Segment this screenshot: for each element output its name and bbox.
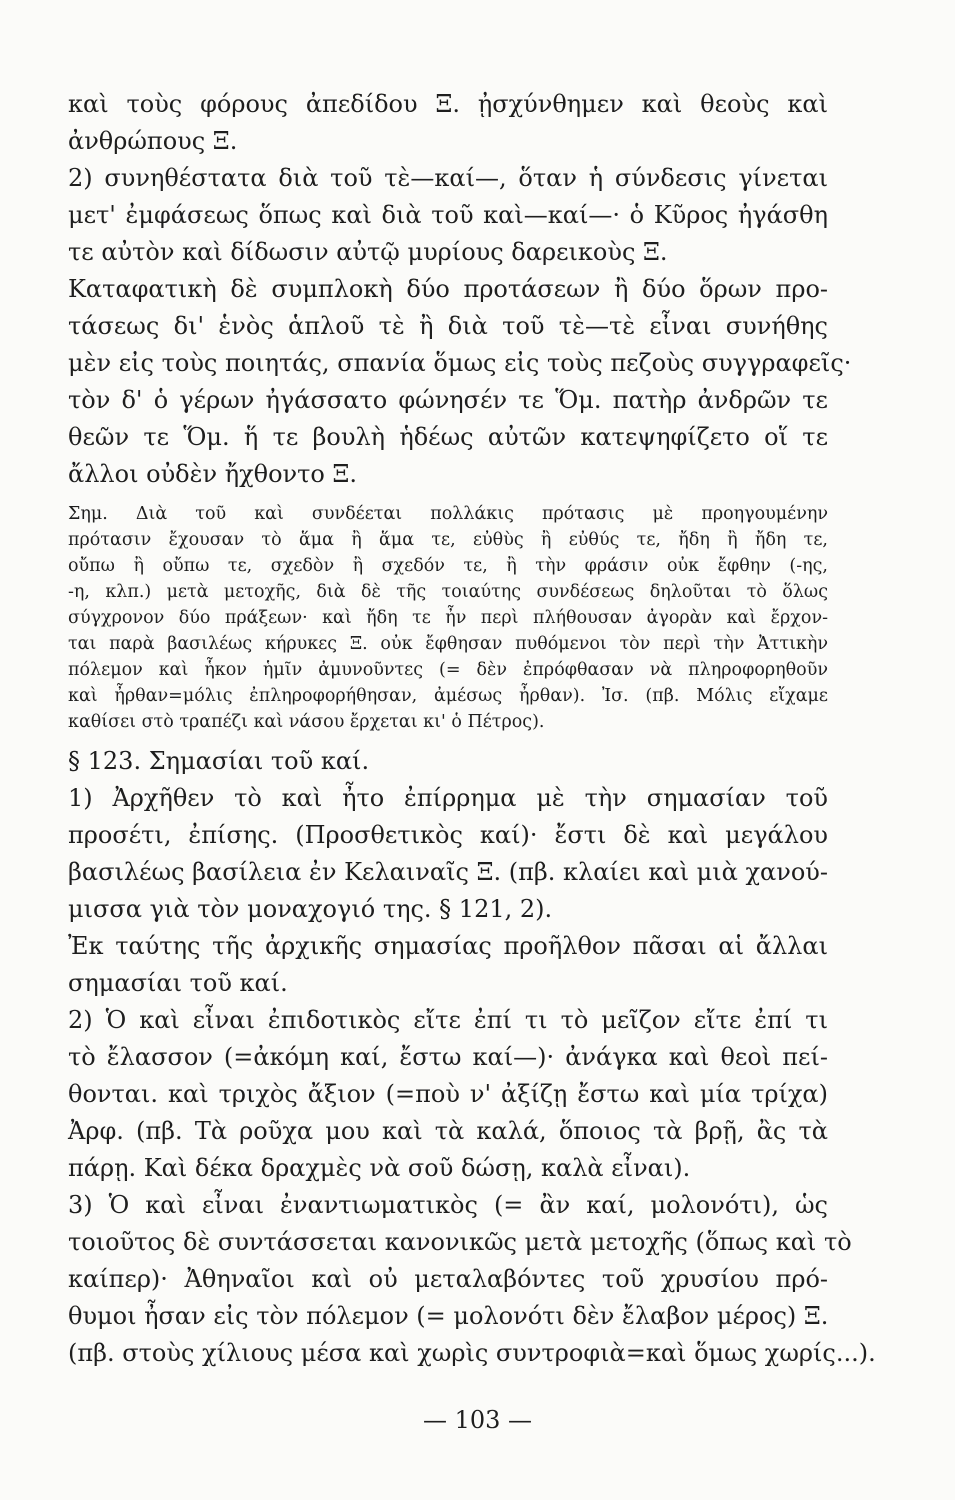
text-line: θυμοι ἦσαν εἰς τὸν πόλεμον (= μολονότι δὲν ἔλαβον μέρος) Ξ. <box>68 1302 829 1330</box>
paragraph-7 <box>68 1187 876 1372</box>
note-line: -η, κλπ.) μετὰ μετοχῆς, διὰ δὲ τῆς τοιαύτης συνδέσεως δηλοῦται τὸ ὅλως <box>68 582 828 602</box>
text-line: σημασίαι τοῦ καί. <box>68 969 288 997</box>
text-line: 2) Ὁ καὶ εἶναι ἐπιδοτικὸς εἴτε ἐπί τι τὸ μεῖζον εἴτε ἐπί τι <box>68 1006 828 1034</box>
text-line: 1) Ἀρχῆθεν τὸ καὶ ἦτο ἐπίρρημα μὲ τὴν σημασίαν τοῦ <box>68 784 828 812</box>
text-line: βασιλέως βασίλεια ἐν Κελαιναῖς Ξ. (πβ. κλαίει καὶ μιὰ χανού- <box>68 858 828 886</box>
note-block <box>68 501 828 735</box>
page-number: — 103 — <box>422 1406 533 1434</box>
text-line: Ἀρφ. (πβ. Τὰ ροῦχα μου καὶ τὰ καλά, ὅποιος τὰ βρῇ, ἂς τὰ <box>68 1117 828 1145</box>
text-line: θεῶν τε Ὅμ. ἥ τε βουλὴ ἡδέως αὐτῶν κατεψηφίζετο οἵ τε <box>68 423 828 451</box>
text-line: τὸν δ' ὁ γέρων ἠγάσσατο φώνησέν τε Ὅμ. πατὴρ ἀνδρῶν τε <box>68 386 828 414</box>
paragraph-3 <box>68 271 852 493</box>
text-line: καὶ τοὺς φόρους ἀπεδίδου Ξ. ᾐσχύνθημεν καὶ θεοὺς καὶ <box>68 90 828 118</box>
note-line: καὶ ἦρθαν=μόλις ἐπληροφορήθησαν, ἀμέσως ἦρθαν). Ἰσ. (πβ. Μόλις εἴχαμε <box>68 686 828 706</box>
text-line: (πβ. στοὺς χίλιους μέσα καὶ χωρὶς συντροφιὰ=καὶ ὅμως χωρίς...). <box>68 1339 876 1367</box>
text-line: τάσεως δι' ἑνὸς ἁπλοῦ τὲ ἢ διὰ τοῦ τὲ—τὲ εἶναι συνήθης <box>68 312 828 340</box>
note-line: καθίσει στὸ τραπέζι καὶ νάσου ἔρχεται κι' ὁ Πέτρος). <box>68 712 545 732</box>
text-line: θονται. καὶ τριχὸς ἄξιον (=ποὺ ν' ἀξίζῃ ἔστω καὶ μία τρίχα) <box>68 1080 828 1108</box>
note-line: πρότασιν ἔχουσαν τὸ ἅμα ἢ ἅμα τε, εὐθὺς ἢ εὐθύς τε, ἤδη ἢ ἤδη τε, <box>68 530 828 550</box>
paragraph-6 <box>68 1002 828 1187</box>
text-line: πάρῃ. Καὶ δέκα δραχμὲς νὰ σοῦ δώσῃ, καλὰ εἶναι). <box>68 1154 691 1182</box>
page-body <box>68 86 876 1372</box>
section-heading: § 123. Σημασίαι τοῦ καί. <box>68 747 370 775</box>
note-line: σύγχρονον δύο πράξεων· καὶ ἤδη τε ἦν περὶ πλήθουσαν ἀγορὰν καὶ ἔρχον- <box>68 608 828 628</box>
note-line: οὔπω ἢ οὔπω τε, σχεδὸν ἢ σχεδόν τε, ἢ τὴν φράσιν οὐκ ἔφθην (-ης, <box>68 556 828 576</box>
text-line: 2) συνηθέστατα διὰ τοῦ τὲ—καί—, ὅταν ἡ σύνδεσις γίνεται <box>68 164 828 192</box>
text-line: Καταφατικὴ δὲ συμπλοκὴ δύο προτάσεων ἢ δύο ὅρων προ- <box>68 275 828 303</box>
note-line: Σημ. Διὰ τοῦ καὶ συνδέεται πολλάκις πρότασις μὲ προηγουμένην <box>68 504 828 524</box>
text-line: 3) Ὁ καὶ εἶναι ἐναντιωματικὸς (= ἂν καί, μολονότι), ὡς <box>68 1191 828 1219</box>
text-line: τε αὐτὸν καὶ δίδωσιν αὐτῷ μυρίους δαρεικοὺς Ξ. <box>68 238 668 266</box>
text-line: μετ' ἐμφάσεως ὅπως καὶ διὰ τοῦ καὶ—καί—· ὁ Κῦρος ἠγάσθη <box>68 201 828 229</box>
note-line: πόλεμον καὶ ἧκον ἡμῖν ἀμυνοῦντες (= δὲν ἐπρόφθασαν νὰ πληροφορηθοῦν <box>68 660 828 680</box>
paragraph-4 <box>68 780 828 928</box>
text-line: μὲν εἰς τοὺς ποιητάς, σπανία ὅμως εἰς τοὺς πεζοὺς συγγραφεῖς· <box>68 349 852 377</box>
text-line: τὸ ἔλασσον (=ἀκόμη καί, ἔστω καί—)· ἀνάγκα καὶ θεοὶ πεί- <box>68 1043 828 1071</box>
text-line: ἀνθρώπους Ξ. <box>68 127 238 155</box>
paragraph-5 <box>68 928 828 1002</box>
text-line: προσέτι, ἐπίσης. (Προσθετικὸς καί)· ἔστι δὲ καὶ μεγάλου <box>68 821 828 849</box>
paragraph-2 <box>68 160 828 271</box>
text-line: καίπερ)· Ἀθηναῖοι καὶ οὐ μεταλαβόντες τοῦ χρυσίου πρό- <box>68 1265 828 1293</box>
text-line: ἄλλοι οὐδὲν ἤχθοντο Ξ. <box>68 460 357 488</box>
text-line: τοιοῦτος δὲ συντάσσεται κανονικῶς μετὰ μετοχῆς (ὅπως καὶ τὸ <box>68 1228 852 1256</box>
text-line: μισσα γιὰ τὸν μοναχογιό της. § 121, 2). <box>68 895 553 923</box>
text-line: Ἐκ ταύτης τῆς ἀρχικῆς σημασίας προῆλθον πᾶσαι αἱ ἄλλαι <box>68 932 828 960</box>
paragraph-top <box>68 86 828 160</box>
note-line: ται παρὰ βασιλέως κήρυκες Ξ. οὐκ ἔφθησαν πυθόμενοι τὸν περὶ τὴν Ἀττικὴν <box>68 634 828 654</box>
